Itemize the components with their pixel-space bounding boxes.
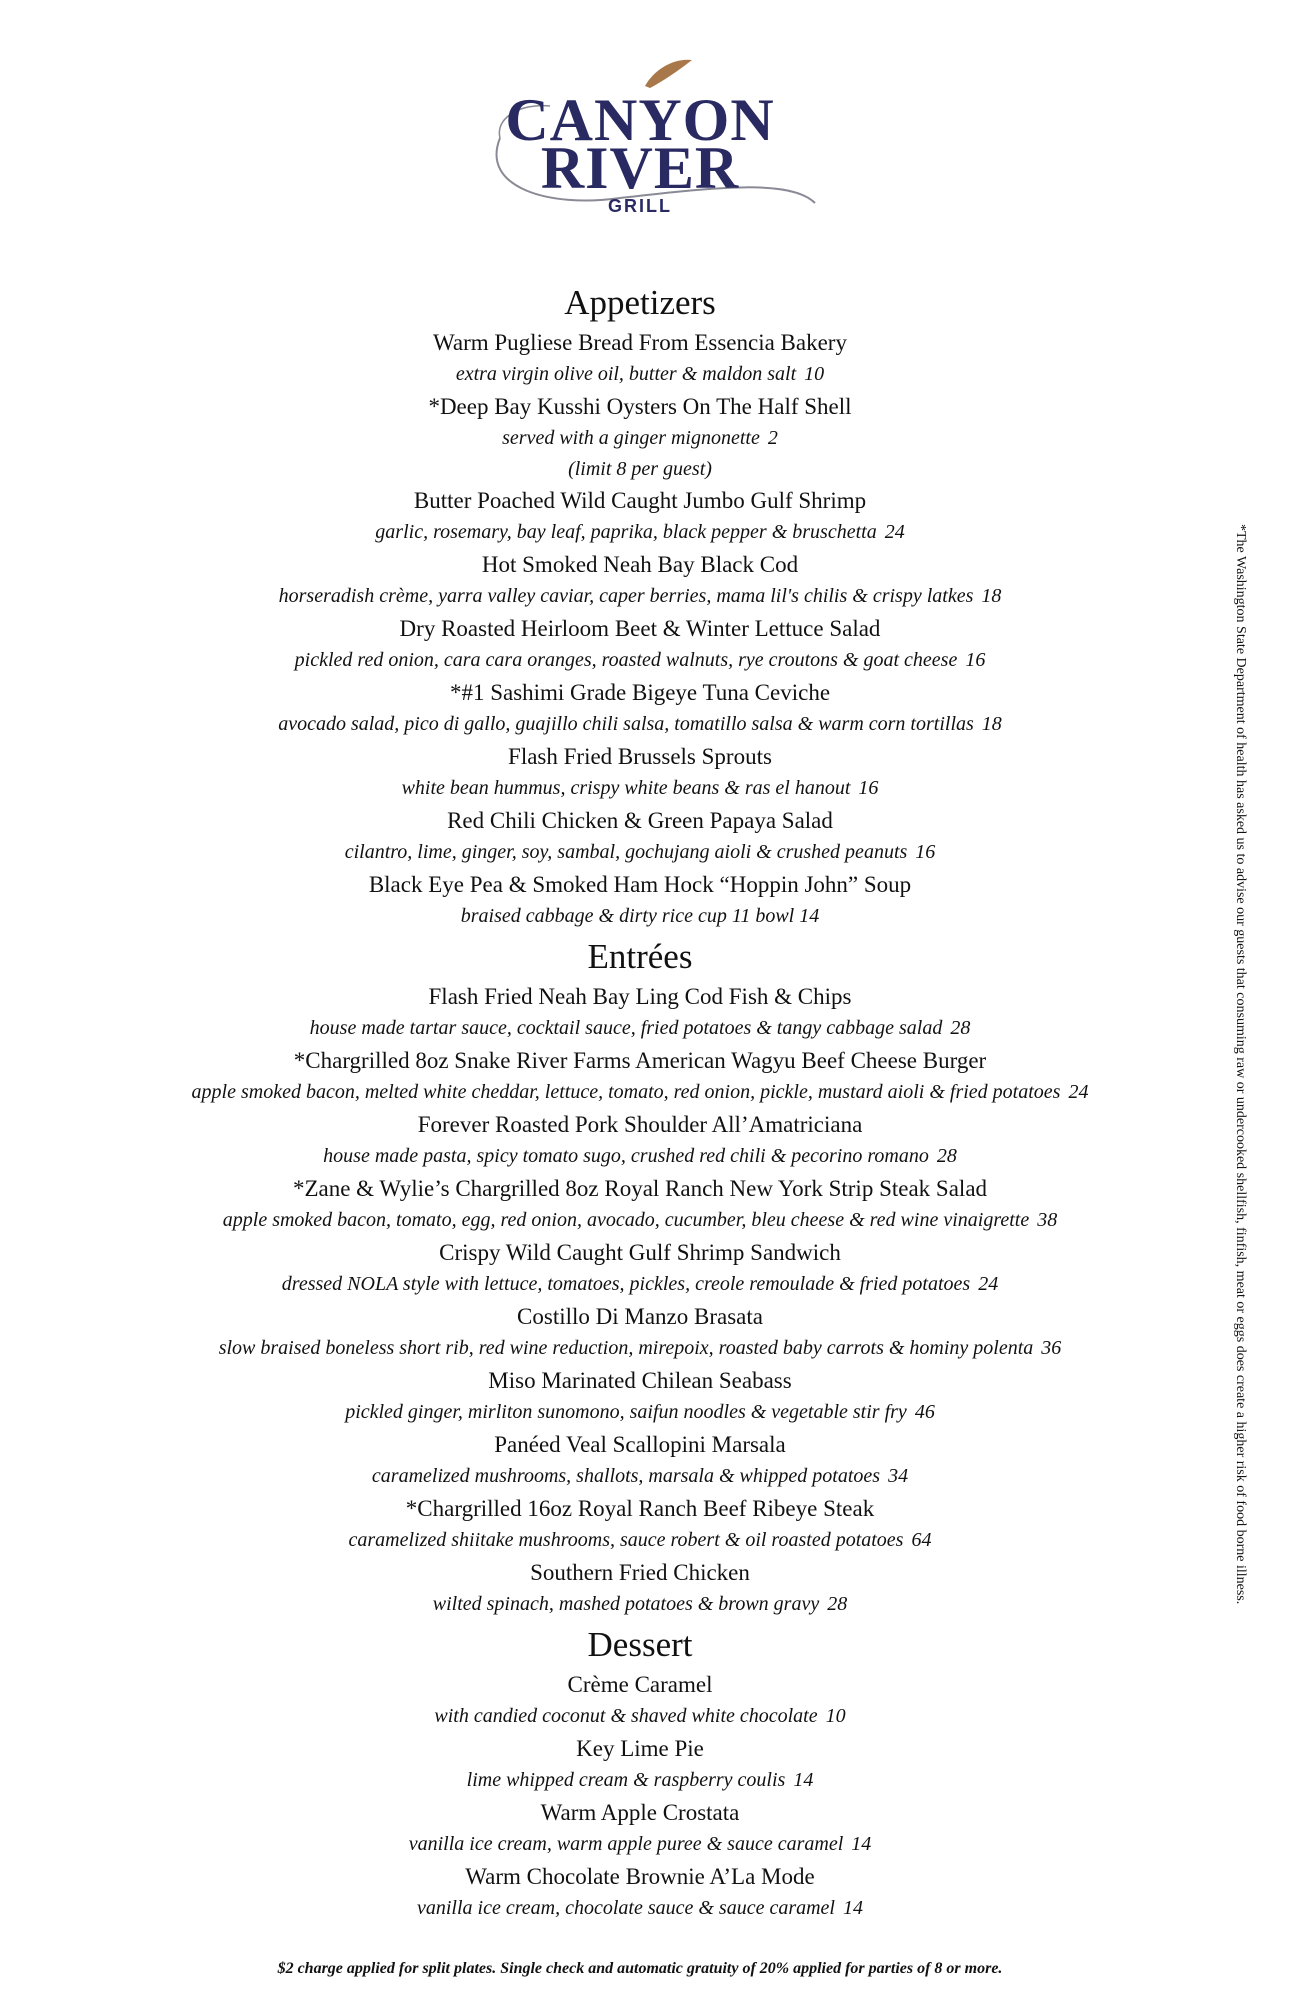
menu-item-price: 36 — [1041, 1337, 1062, 1359]
menu-item-price: 24 — [1068, 1081, 1089, 1103]
menu-item-price: 16 — [858, 777, 879, 799]
menu-item-description — [130, 423, 1150, 454]
feather-icon — [645, 60, 692, 88]
section-title: Appetizers — [564, 283, 716, 322]
menu-item — [130, 980, 1150, 1044]
menu-item-description — [130, 581, 1150, 612]
menu-item-description-text: garlic, rosemary, bay leaf, paprika, black pepper & bruschetta — [375, 521, 877, 543]
menu-item-description — [130, 837, 1150, 868]
menu-item-name: Hot Smoked Neah Bay Black Cod — [481, 552, 799, 577]
menu-item-description — [130, 645, 1150, 676]
menu-item — [130, 1860, 1150, 1924]
logo-word-grill: GRILL — [608, 196, 672, 216]
menu-item-description-text: pickled red onion, cara cara oranges, roasted walnuts, rye croutons & goat cheese — [294, 649, 958, 671]
menu-item-description — [130, 1765, 1150, 1796]
menu-item-description — [130, 359, 1150, 390]
menu-item-description — [130, 901, 1150, 932]
menu-item — [130, 1044, 1150, 1108]
menu-item-price: 24 — [978, 1273, 999, 1295]
menu-item-description-text: house made pasta, spicy tomato sugo, crushed red chili & pecorino romano — [323, 1145, 929, 1167]
logo-word-canyon: CANYON — [505, 87, 775, 153]
menu-item — [130, 1732, 1150, 1796]
menu-item-note: (limit 8 per guest) — [568, 458, 712, 480]
section-title: Entrées — [587, 937, 693, 976]
menu-item-description — [130, 1461, 1150, 1492]
menu-item-name: Crispy Wild Caught Gulf Shrimp Sandwich — [439, 1240, 841, 1265]
menu-item-name: *Zane & Wylie’s Chargrilled 8oz Royal Ranch New York Strip Steak Salad — [292, 1176, 988, 1201]
menu-item — [130, 804, 1150, 868]
menu-item — [130, 390, 1150, 484]
footer-note: $2 charge applied for split plates. Single check and automatic gratuity of 20% applied for parties of 8 or more. — [277, 1960, 1003, 1977]
menu-item — [130, 676, 1150, 740]
menu-item-name: Butter Poached Wild Caught Jumbo Gulf Shrimp — [413, 488, 867, 513]
menu-item-price: 16 — [915, 841, 936, 863]
menu-item-price: 10 — [804, 363, 825, 385]
menu-item — [130, 1300, 1150, 1364]
menu-item-price: 34 — [888, 1465, 909, 1487]
menu-item-name: Panéed Veal Scallopini Marsala — [494, 1432, 786, 1457]
menu-item-name: Flash Fried Neah Bay Ling Cod Fish & Chips — [428, 984, 852, 1009]
menu-item-price: 28 — [827, 1593, 848, 1615]
menu-item-price: 16 — [965, 649, 986, 671]
menu-item-description — [130, 1701, 1150, 1732]
menu-item-description-text: caramelized mushrooms, shallots, marsala & whipped potatoes — [371, 1465, 881, 1487]
menu-item-name: Key Lime Pie — [576, 1736, 704, 1761]
menu-item — [130, 1428, 1150, 1492]
menu-item-name: Dry Roasted Heirloom Beet & Winter Lettuce Salad — [399, 616, 881, 641]
menu-item-name: Southern Fried Chicken — [530, 1560, 750, 1585]
menu-item-description-text: dressed NOLA style with lettuce, tomatoes, pickles, creole remoulade & fried potatoes — [281, 1273, 971, 1295]
menu-item-name: Warm Apple Crostata — [540, 1800, 740, 1825]
menu-item — [130, 1364, 1150, 1428]
menu-item-description-text: wilted spinach, mashed potatoes & brown gravy — [432, 1593, 820, 1615]
menu-item-description — [130, 1525, 1150, 1556]
menu-item-description-text: caramelized shiitake mushrooms, sauce robert & oil roasted potatoes — [348, 1529, 904, 1551]
menu-item-price: 10 — [825, 1705, 846, 1727]
menu-item-description — [130, 773, 1150, 804]
menu-item-name: Flash Fried Brussels Sprouts — [508, 744, 772, 769]
menu-item-price: 46 — [914, 1401, 935, 1423]
menu-item-description — [130, 1829, 1150, 1860]
logo-word-river: RIVER — [540, 135, 740, 201]
menu-item-price: 14 — [851, 1833, 872, 1855]
restaurant-logo — [460, 58, 820, 218]
menu-item-name: *Chargrilled 16oz Royal Ranch Beef Ribeye Steak — [405, 1496, 875, 1521]
menu-item-description-text: slow braised boneless short rib, red wine reduction, mirepoix, roasted baby carrots & hominy polenta — [218, 1337, 1034, 1359]
menu-item-description — [130, 1893, 1150, 1924]
menu-item — [130, 1796, 1150, 1860]
menu-item-description — [130, 1589, 1150, 1620]
menu-item-description-text: vanilla ice cream, warm apple puree & sauce caramel — [408, 1833, 844, 1855]
menu-item-price: 28 — [950, 1017, 971, 1039]
menu-item — [130, 1556, 1150, 1620]
menu-item-name: Miso Marinated Chilean Seabass — [488, 1368, 792, 1393]
menu-item-description-text: lime whipped cream & raspberry coulis — [466, 1769, 786, 1791]
menu-item-name: *Deep Bay Kusshi Oysters On The Half Shell — [428, 394, 852, 419]
menu-item-price: 24 — [884, 521, 905, 543]
menu-item-price: 38 — [1037, 1209, 1058, 1231]
menu-item-name: Warm Chocolate Brownie A’La Mode — [465, 1864, 815, 1889]
menu-item — [130, 612, 1150, 676]
menu-item-description — [130, 1333, 1150, 1364]
menu-item-description-text: apple smoked bacon, tomato, egg, red onion, avocado, cucumber, bleu cheese & red wine vinaigrette — [222, 1209, 1030, 1231]
menu-item-name: Warm Pugliese Bread From Essencia Bakery — [433, 330, 847, 355]
menu-item — [130, 1492, 1150, 1556]
menu-item-name: Crème Caramel — [567, 1672, 713, 1697]
menu-item-description-text: braised cabbage & dirty rice cup 11 bowl 14 — [460, 905, 820, 927]
menu-body — [130, 278, 1150, 1924]
menu-item — [130, 1236, 1150, 1300]
menu-item-description-text: served with a ginger mignonette — [502, 427, 760, 449]
menu-item — [130, 326, 1150, 390]
menu-item — [130, 1108, 1150, 1172]
menu-item-description-text: with candied coconut & shaved white chocolate — [434, 1705, 818, 1727]
menu-item-description-text: apple smoked bacon, melted white cheddar, lettuce, tomato, red onion, pickle, mustard aioli & fried potatoes — [191, 1081, 1061, 1103]
menu-item-description-text: avocado salad, pico di gallo, guajillo chili salsa, tomatillo salsa & warm corn tortillas — [278, 713, 974, 735]
menu-item-price: 14 — [793, 1769, 814, 1791]
menu-item-description-text: white bean hummus, crispy white beans & ras el hanout — [401, 777, 851, 799]
menu-item-description — [130, 517, 1150, 548]
menu-item-price: 2 — [767, 427, 778, 449]
menu-item-name: Forever Roasted Pork Shoulder All’Amatriciana — [417, 1112, 863, 1137]
menu-item-description — [130, 1269, 1150, 1300]
menu-item-description-text: vanilla ice cream, chocolate sauce & sauce caramel — [416, 1897, 835, 1919]
menu-item-description — [130, 1205, 1150, 1236]
menu-item-description-text: house made tartar sauce, cocktail sauce, fried potatoes & tangy cabbage salad — [309, 1017, 943, 1039]
menu-item-price: 28 — [936, 1145, 957, 1167]
section-title: Dessert — [587, 1625, 693, 1664]
health-advisory-note: *The Washington State Department of health has asked us to advise our guests that consuming raw or undercooked shellfish, finfish, meat or eggs does create a higher risk of food borne illness. — [1233, 524, 1248, 1605]
menu-item-name: Black Eye Pea & Smoked Ham Hock “Hoppin John” Soup — [368, 872, 912, 897]
menu-item-description-text: pickled ginger, mirliton sunomono, saifun noodles & vegetable stir fry — [345, 1401, 907, 1423]
menu-item-name: Red Chili Chicken & Green Papaya Salad — [447, 808, 833, 833]
menu-item-description-text: cilantro, lime, ginger, soy, sambal, gochujang aioli & crushed peanuts — [344, 841, 908, 863]
menu-item-name: *#1 Sashimi Grade Bigeye Tuna Ceviche — [449, 680, 831, 705]
menu-item-price: 18 — [981, 713, 1002, 735]
menu-item-description-text: extra virgin olive oil, butter & maldon salt — [455, 363, 797, 385]
menu-item-description — [130, 1397, 1150, 1428]
menu-item-description — [130, 1077, 1150, 1108]
menu-item-description — [130, 1141, 1150, 1172]
menu-item-price: 14 — [843, 1897, 863, 1919]
menu-item — [130, 868, 1150, 932]
menu-item — [130, 548, 1150, 612]
menu-item — [130, 740, 1150, 804]
menu-item-price: 18 — [981, 585, 1002, 607]
menu-item — [130, 1668, 1150, 1732]
menu-item-price: 64 — [911, 1529, 932, 1551]
menu-item-description-text: horseradish crème, yarra valley caviar, caper berries, mama lil's chilis & crispy latkes — [278, 585, 974, 607]
menu-item-description — [130, 709, 1150, 740]
menu-item — [130, 1172, 1150, 1236]
menu-item — [130, 484, 1150, 548]
menu-item-name: *Chargrilled 8oz Snake River Farms American Wagyu Beef Cheese Burger — [293, 1048, 987, 1073]
menu-item-name: Costillo Di Manzo Brasata — [517, 1304, 763, 1329]
menu-item-description — [130, 1013, 1150, 1044]
